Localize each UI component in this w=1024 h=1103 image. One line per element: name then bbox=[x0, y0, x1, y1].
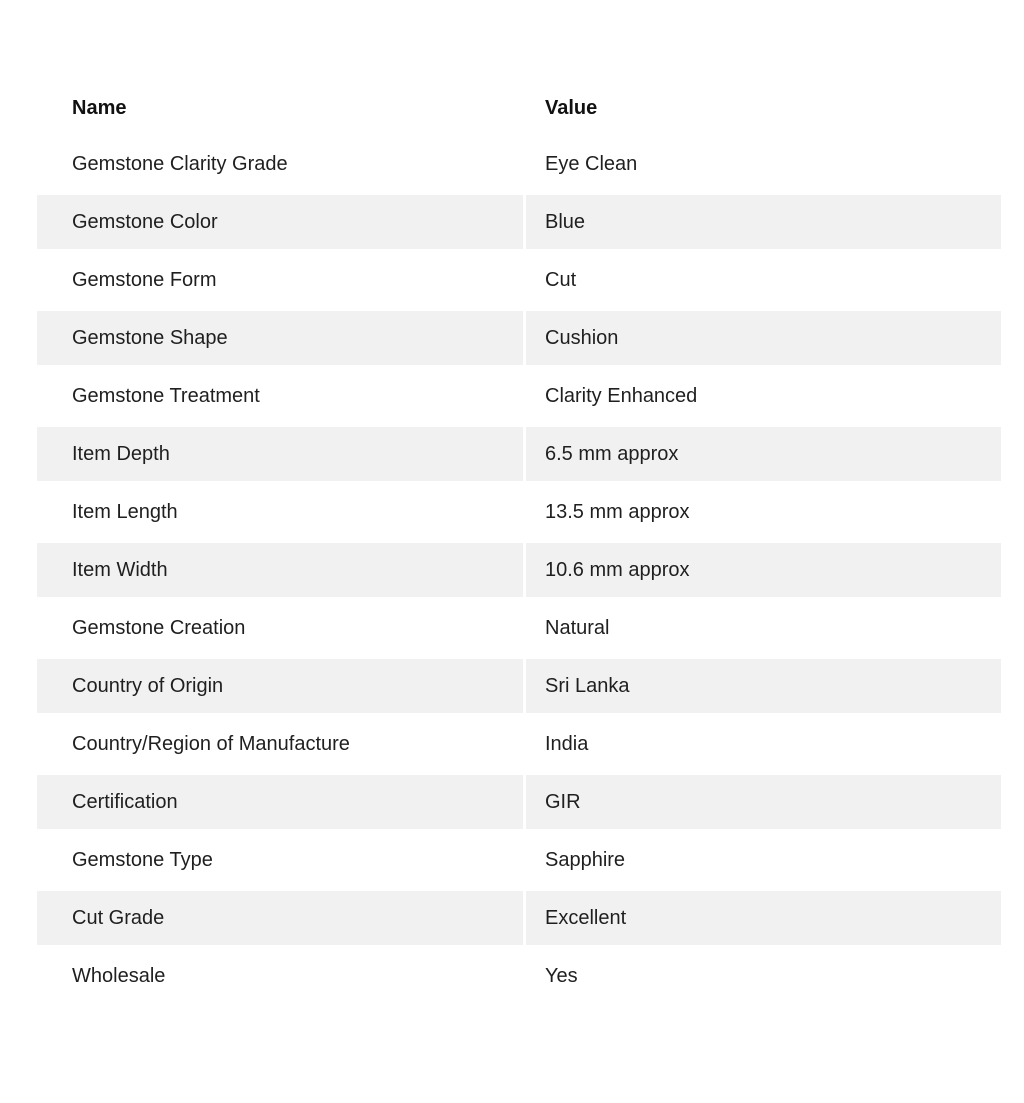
spec-value: Sapphire bbox=[526, 833, 1001, 887]
table-header-row bbox=[37, 83, 1001, 133]
spec-value: Cut bbox=[526, 253, 1001, 307]
table-body bbox=[37, 137, 1001, 1003]
spec-name: Gemstone Clarity Grade bbox=[37, 137, 523, 191]
spec-name: Gemstone Creation bbox=[37, 601, 523, 655]
spec-name: Country/Region of Manufacture bbox=[37, 717, 523, 771]
spec-name: Gemstone Color bbox=[37, 195, 523, 249]
column-header-value: Value bbox=[545, 96, 598, 119]
spec-name: Item Depth bbox=[37, 427, 523, 481]
table-row bbox=[37, 543, 1001, 597]
table-row bbox=[37, 833, 1001, 887]
table-row bbox=[37, 195, 1001, 249]
column-header-name: Name bbox=[72, 96, 127, 119]
table-row bbox=[37, 891, 1001, 945]
spec-name: Gemstone Shape bbox=[37, 311, 523, 365]
spec-value: Excellent bbox=[526, 891, 1001, 945]
spec-name: Gemstone Treatment bbox=[37, 369, 523, 423]
table-row bbox=[37, 659, 1001, 713]
spec-value: India bbox=[526, 717, 1001, 771]
table-row bbox=[37, 253, 1001, 307]
table-row bbox=[37, 137, 1001, 191]
spec-value: Eye Clean bbox=[526, 137, 1001, 191]
spec-value: Blue bbox=[526, 195, 1001, 249]
spec-value: 13.5 mm approx bbox=[526, 485, 1001, 539]
table-row bbox=[37, 775, 1001, 829]
table-row bbox=[37, 427, 1001, 481]
spec-name: Certification bbox=[37, 775, 523, 829]
spec-value: 10.6 mm approx bbox=[526, 543, 1001, 597]
table-row bbox=[37, 949, 1001, 1003]
table-row bbox=[37, 601, 1001, 655]
table-row bbox=[37, 369, 1001, 423]
spec-name: Wholesale bbox=[37, 949, 523, 1003]
spec-name: Country of Origin bbox=[37, 659, 523, 713]
spec-name: Item Width bbox=[37, 543, 523, 597]
spec-value: Clarity Enhanced bbox=[526, 369, 1001, 423]
spec-value: Sri Lanka bbox=[526, 659, 1001, 713]
spec-name: Gemstone Type bbox=[37, 833, 523, 887]
spec-value: 6.5 mm approx bbox=[526, 427, 1001, 481]
item-specifics-table bbox=[34, 79, 1004, 1007]
spec-value: Yes bbox=[526, 949, 1001, 1003]
table-row bbox=[37, 311, 1001, 365]
spec-name: Item Length bbox=[37, 485, 523, 539]
table-row bbox=[37, 717, 1001, 771]
spec-value: GIR bbox=[526, 775, 1001, 829]
table-row bbox=[37, 485, 1001, 539]
spec-name: Gemstone Form bbox=[37, 253, 523, 307]
spec-value: Natural bbox=[526, 601, 1001, 655]
spec-name: Cut Grade bbox=[37, 891, 523, 945]
spec-value: Cushion bbox=[526, 311, 1001, 365]
